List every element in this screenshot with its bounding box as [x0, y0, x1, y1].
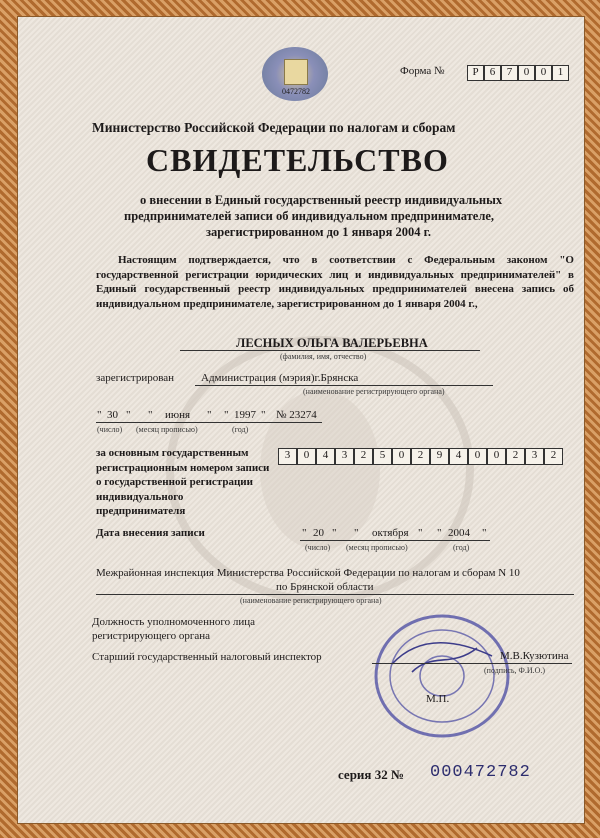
ogrn-digit: 9 — [430, 448, 449, 465]
position-label-2: регистрирующего органа — [92, 630, 211, 642]
name-underline — [180, 350, 480, 351]
signer-name: М.В.Кузютина — [500, 650, 569, 662]
ogrn-digit: 3 — [525, 448, 544, 465]
entry-year-caption: (год) — [453, 543, 470, 552]
reg-number: № 23274 — [276, 409, 317, 421]
reg-day: 30 — [107, 409, 118, 421]
emblem-icon — [284, 59, 308, 85]
ogrn-digit: 3 — [335, 448, 354, 465]
registering-authority: Администрация (мэрия)г.Брянска — [201, 372, 359, 384]
signature-line — [372, 663, 572, 664]
document-title: СВИДЕТЕЛЬСТВО — [146, 142, 449, 178]
form-digit: 0 — [535, 65, 552, 81]
form-digit: Р — [467, 65, 484, 81]
ogrn-label: за основным государственным регистрационным номером записи о государственной регистрации индивидуального предпринимателя — [96, 447, 270, 517]
name-caption: (фамилия, имя, отчество) — [280, 352, 367, 361]
entry-date-underline — [300, 540, 490, 541]
entry-date-label: Дата внесения записи — [96, 527, 205, 539]
entry-month-caption: (месяц прописью) — [346, 543, 408, 552]
entry-month: октября — [372, 527, 409, 539]
official-position: Старший государственный налоговый инспектор — [92, 651, 322, 663]
ogrn-digit: 5 — [373, 448, 392, 465]
entry-year: 2004 — [448, 527, 470, 539]
ogrn-digit: 0 — [468, 448, 487, 465]
ogrn-digit: 2 — [506, 448, 525, 465]
reg-month: июня — [165, 409, 191, 421]
ogrn-digit: 2 — [411, 448, 430, 465]
form-digit: 7 — [501, 65, 518, 81]
subtitle-line: зарегистрированном до 1 января 2004 г. — [206, 225, 431, 239]
form-label: Форма № — [400, 65, 445, 77]
signer-caption: (подпись, Ф.И.О.) — [484, 666, 546, 675]
official-stamp — [372, 612, 512, 740]
month-caption: (месяц прописью) — [136, 425, 198, 434]
entry-day-caption: (число) — [305, 543, 331, 552]
ogrn-digit: 0 — [487, 448, 506, 465]
subtitle-line: предпринимателей записи об индивидуальном предпринимателе, — [124, 209, 495, 223]
year-caption: (год) — [232, 425, 249, 434]
serial-number: 000472782 — [430, 763, 531, 782]
ogrn-digit: 4 — [316, 448, 335, 465]
ogrn-digit: 0 — [392, 448, 411, 465]
form-digit: 0 — [518, 65, 535, 81]
ogrn-digit: 4 — [449, 448, 468, 465]
inspection-name-line1: Межрайонная инспекция Министерства Российской Федерации по налогам и сборам N 10 — [96, 567, 520, 579]
subtitle-line: о внесении в Единый государственный реестр индивидуальных — [140, 193, 503, 207]
reg-year: 1997 — [234, 409, 256, 421]
ministry-name: Министерство Российской Федерации по налогам и сборам — [92, 120, 456, 135]
inspection-name-line2: по Брянской области — [276, 581, 374, 593]
ogrn-number — [278, 445, 563, 465]
ogrn-digit: 2 — [354, 448, 373, 465]
statement-text: Настоящим подтверждается, что в соответствии с Федеральным законом "О государственной регистрации юридических лиц и индивидуальных предпринимателей" в Единый государственный реестр индивидуальных предпринимателей внесена запись об индивидуальном предпринимателе, зарегистрированном до 1 января 2004 г., — [96, 254, 574, 310]
day-caption: (число) — [97, 425, 123, 434]
entry-day: 20 — [313, 527, 324, 539]
authority-caption: (наименование регистрирующего органа) — [303, 387, 445, 396]
form-number — [467, 62, 569, 81]
serial-label: серия 32 № — [338, 767, 405, 782]
authority-underline — [195, 385, 493, 386]
stamp-place-label: М.П. — [426, 693, 450, 705]
reg-date-underline — [96, 422, 322, 423]
inspection-caption: (наименование регистрирующего органа) — [240, 596, 382, 605]
hologram-number: 0472782 — [282, 87, 310, 96]
position-label: Должность уполномоченного лица — [92, 616, 255, 628]
ogrn-digit: 2 — [544, 448, 563, 465]
ogrn-digit: 0 — [297, 448, 316, 465]
inspection-underline — [96, 594, 574, 595]
person-name: ЛЕСНЫХ ОЛЬГА ВАЛЕРЬЕВНА — [236, 336, 428, 350]
hologram-emblem — [262, 47, 328, 101]
form-digit: 6 — [484, 65, 501, 81]
form-digit: 1 — [552, 65, 569, 81]
ogrn-digit: 3 — [278, 448, 297, 465]
registered-label: зарегистрирован — [96, 372, 175, 384]
